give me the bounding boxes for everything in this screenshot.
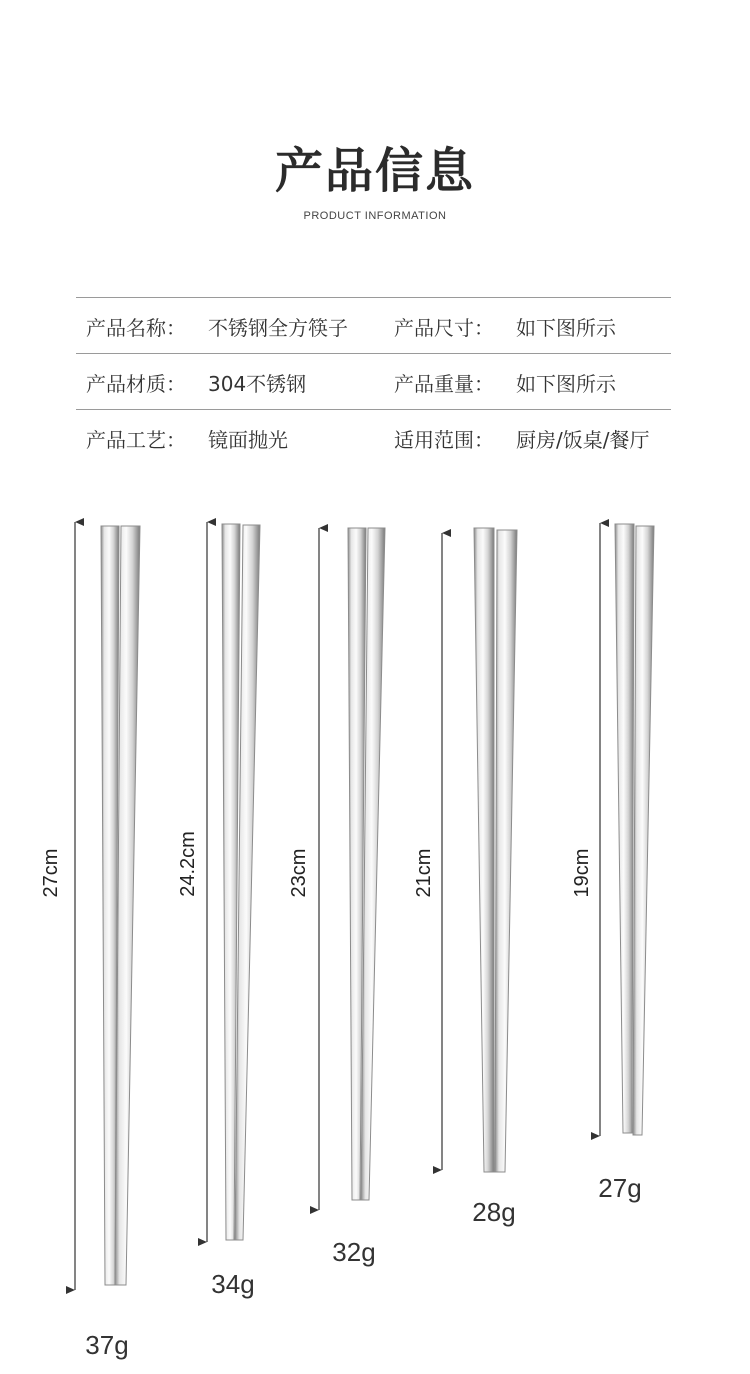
length-label: 27cm <box>40 848 62 898</box>
info-value: 如下图所示 <box>516 316 616 340</box>
info-label: 适用范围： <box>394 428 494 452</box>
info-label: 产品材质： <box>86 372 186 396</box>
info-value: 不锈钢全方筷子 <box>208 316 348 340</box>
chopstick-set-23cm <box>288 528 385 1267</box>
weight-label: 28g <box>472 1197 516 1227</box>
info-label: 产品重量： <box>394 372 494 396</box>
info-value: 如下图所示 <box>516 372 616 396</box>
info-value: 镜面抛光 <box>208 428 288 452</box>
info-label: 产品尺寸： <box>394 316 494 340</box>
chopstick-set-24-2cm <box>177 522 260 1299</box>
chopstick-set-19cm <box>571 523 654 1203</box>
info-label: 产品工艺： <box>86 428 186 452</box>
chopstick <box>615 524 634 1133</box>
length-label: 19cm <box>571 848 593 898</box>
length-label: 23cm <box>288 848 310 898</box>
info-label: 产品名称： <box>86 316 186 340</box>
info-value: 304不锈钢 <box>208 372 307 396</box>
page-subtitle: PRODUCT INFORMATION <box>303 210 447 222</box>
weight-label: 32g <box>332 1237 376 1267</box>
info-value: 厨房/饭桌/餐厅 <box>516 428 650 452</box>
chopstick <box>633 526 654 1135</box>
weight-label: 27g <box>598 1173 642 1203</box>
chopstick-set-21cm <box>413 528 517 1227</box>
weight-label: 34g <box>211 1269 255 1299</box>
weight-label: 37g <box>85 1330 129 1360</box>
page-title: 产品信息 <box>274 143 475 199</box>
chopstick <box>495 530 517 1172</box>
chopstick <box>474 528 494 1172</box>
length-label: 21cm <box>413 848 435 898</box>
chopstick-set-27cm <box>40 522 140 1360</box>
length-label: 24.2cm <box>177 831 199 897</box>
